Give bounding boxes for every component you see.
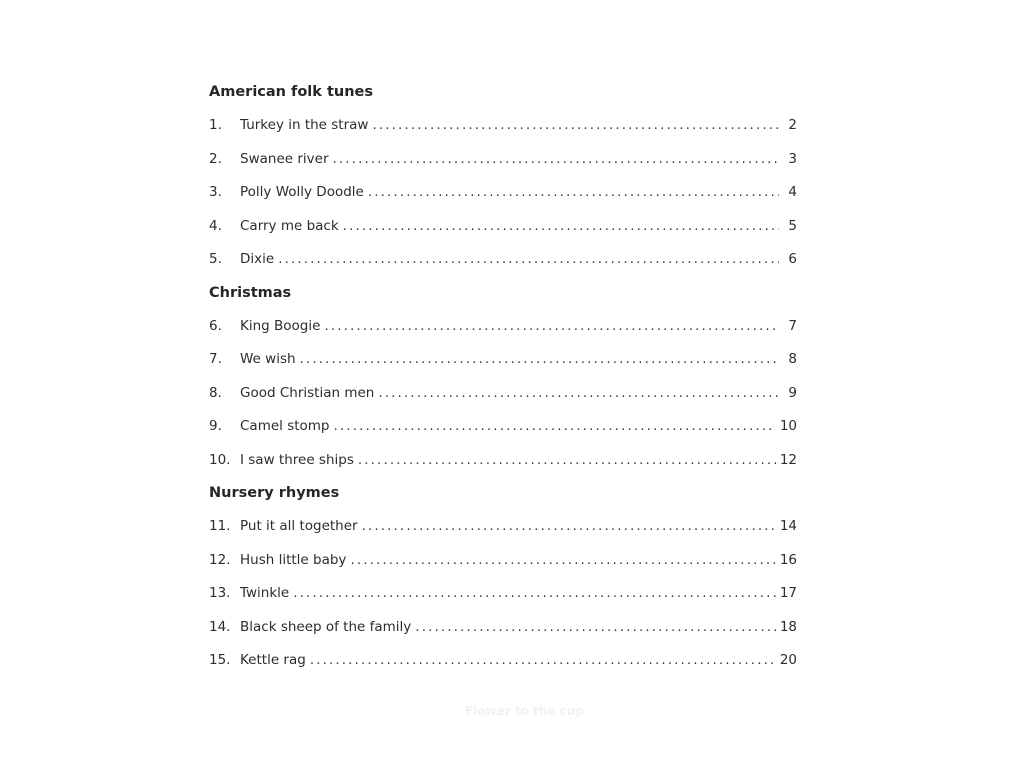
entry-title: King Boogie (240, 317, 321, 334)
toc-section (209, 78, 797, 279)
entry-page: 9 (788, 384, 797, 401)
entry-number: 13. (209, 585, 231, 601)
entry-page: 6 (788, 251, 797, 267)
dot-leader (278, 245, 779, 273)
dot-leader (372, 111, 779, 139)
entry-title: Carry me back (240, 217, 339, 234)
entry-number: 2. (209, 150, 222, 167)
section-heading: Christmas (209, 284, 292, 301)
entry-number: 4. (209, 217, 222, 234)
toc-entry (209, 111, 797, 145)
entry-title: Turkey in the straw (240, 117, 369, 133)
entry-title: Twinkle (240, 585, 290, 601)
entry-page: 18 (779, 618, 797, 635)
toc-entry (209, 178, 797, 212)
toc-entry (209, 412, 797, 446)
dot-leader (378, 379, 779, 407)
toc-entry (209, 379, 797, 413)
entry-page: 7 (788, 317, 797, 334)
entry-page: 16 (779, 551, 797, 568)
toc-entry (209, 613, 797, 647)
entry-number: 3. (209, 184, 222, 200)
toc-section (209, 279, 797, 480)
dot-leader (310, 646, 776, 674)
toc-entry (209, 312, 797, 346)
bleed-through-text: Flower to the cup (465, 704, 584, 718)
dot-leader (368, 178, 779, 206)
toc-entry (209, 212, 797, 246)
dot-leader (300, 345, 779, 373)
toc-entry (209, 245, 797, 279)
entry-page: 3 (788, 150, 797, 167)
dot-leader (333, 145, 780, 173)
entry-title: Swanee river (240, 150, 329, 167)
entry-number: 9. (209, 418, 222, 434)
dot-leader (343, 212, 779, 240)
entry-number: 7. (209, 351, 222, 367)
entry-page: 12 (779, 451, 797, 468)
entry-page: 14 (779, 518, 797, 534)
toc-entry (209, 579, 797, 613)
dot-leader (415, 613, 776, 641)
toc-entry (209, 546, 797, 580)
entry-page: 20 (779, 652, 797, 668)
toc-entry (209, 345, 797, 379)
entry-number: 14. (209, 618, 231, 635)
entry-title: I saw three ships (240, 451, 354, 468)
entry-page: 2 (788, 117, 797, 133)
toc-entry (209, 145, 797, 179)
entry-page: 10 (779, 418, 797, 434)
entry-page: 5 (788, 217, 797, 234)
entry-title: Dixie (240, 251, 275, 267)
entry-number: 8. (209, 384, 222, 401)
dot-leader (293, 579, 776, 607)
entry-page: 17 (779, 585, 797, 601)
dot-leader (324, 312, 779, 340)
entry-title: Polly Wolly Doodle (240, 184, 364, 200)
entry-title: We wish (240, 351, 296, 367)
entry-title: Hush little baby (240, 551, 347, 568)
entry-title: Black sheep of the family (240, 618, 412, 635)
entry-number: 6. (209, 317, 222, 334)
entry-number: 12. (209, 551, 231, 568)
toc-entry (209, 512, 797, 546)
entry-title: Kettle rag (240, 652, 306, 668)
table-of-contents (209, 78, 797, 680)
toc-entry (209, 646, 797, 680)
entry-number: 11. (209, 518, 231, 534)
entry-title: Put it all together (240, 518, 358, 534)
entry-number: 10. (209, 451, 231, 468)
dot-leader (362, 512, 776, 540)
entry-page: 8 (788, 351, 797, 367)
toc-section (209, 479, 797, 680)
dot-leader (350, 546, 775, 574)
entry-number: 1. (209, 117, 222, 133)
dot-leader (334, 412, 776, 440)
toc-entry (209, 446, 797, 480)
section-heading: American folk tunes (209, 84, 374, 100)
entry-number: 5. (209, 251, 222, 267)
entry-page: 4 (788, 184, 797, 200)
entry-title: Good Christian men (240, 384, 375, 401)
section-heading: Nursery rhymes (209, 485, 340, 501)
dot-leader (358, 446, 776, 474)
entry-title: Camel stomp (240, 418, 330, 434)
entry-number: 15. (209, 652, 231, 668)
